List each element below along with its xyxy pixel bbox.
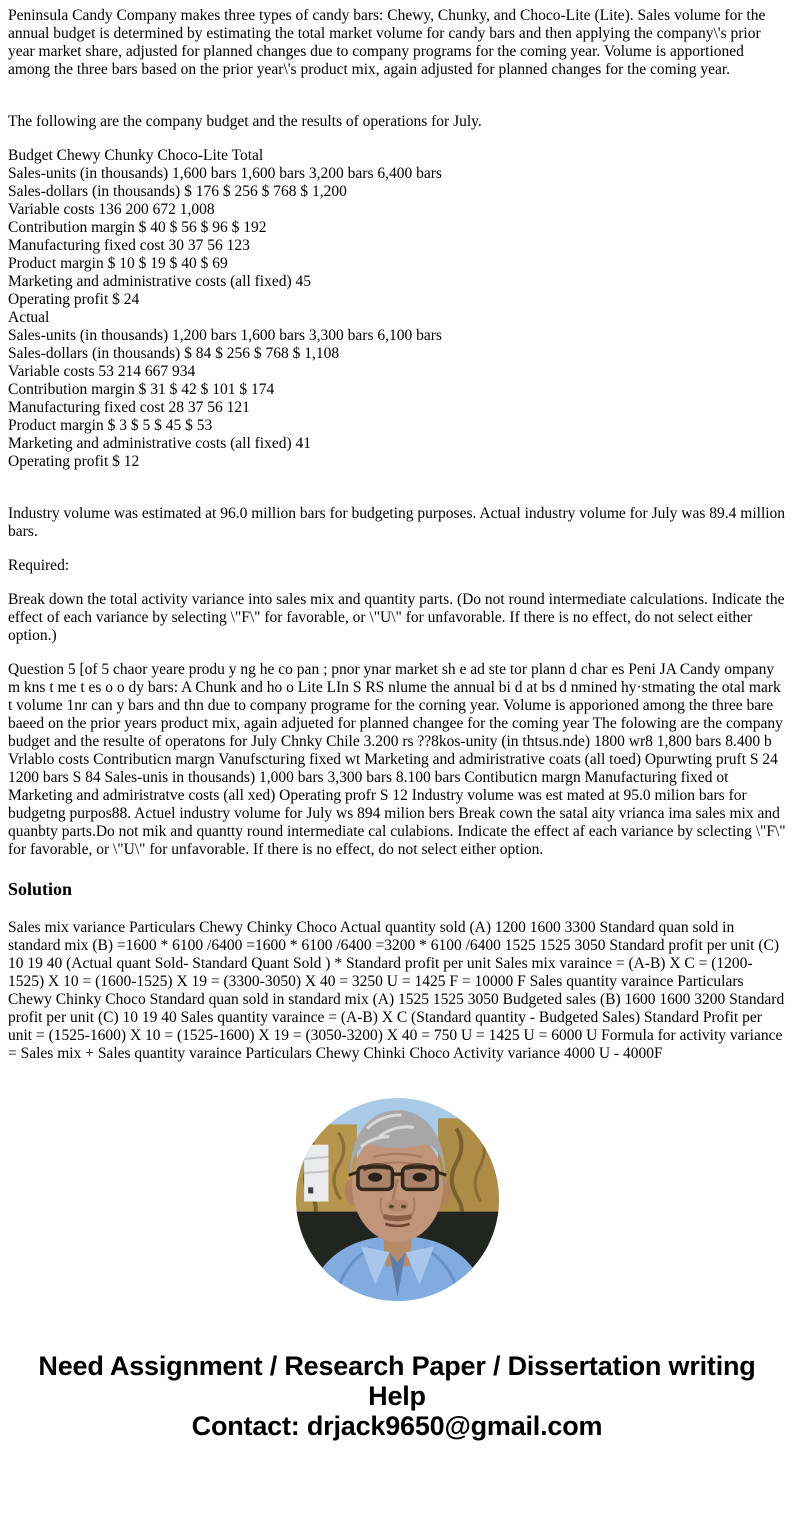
report-line: Variable costs 53 214 667 934 — [8, 363, 196, 380]
report-line: Sales-units (in thousands) 1,600 bars 1,600 bars 3,200 bars 6,400 bars — [8, 165, 442, 182]
report-line: Contribution margin $ 40 $ 56 $ 96 $ 192 — [8, 219, 267, 236]
following-line: The following are the company budget and the results of operations for July. — [8, 113, 482, 130]
report-line: Sales-dollars (in thousands) $ 176 $ 256 $ 768 $ 1,200 — [8, 183, 347, 200]
report-line: Marketing and administrative costs (all fixed) 41 — [8, 435, 312, 452]
report-line: Contribution margin $ 31 $ 42 $ 101 $ 174 — [8, 381, 275, 398]
footer-contact-line: Contact: drjack9650@gmail.com — [191, 1411, 603, 1441]
report-line: Marketing and administrative costs (all fixed) 45 — [8, 273, 312, 290]
required-label: Required: — [8, 557, 70, 574]
report-line: Sales-units (in thousands) 1,200 bars 1,600 bars 3,300 bars 6,100 bars — [8, 327, 442, 344]
question5-paragraph: Question 5 [of 5 chaor yeare produ y ng he co pan ; pnor ynar market sh e ad ste tor plann d char es Peni JA Candy ompany m kns t me t es o o dy bars: A Chunk and ho o Lite LIn S RS nlume the annual bi d at bs d nmined hy·stmating the otal mark t volume 1nr can y bars and thn due to company programe for the corning year. Volume is apporioned among the three bare baeed on the prior years product mix, again adjueted for planned changee for the coming year The folowing are the company budget and the resulte of operatons for July Chnky Chile 3.200 rs ??8kos-unity (in thtsus.nde) 1800 wr8 1,800 bars 8.400 b Vrlablo costs Contributicn margn Vanufscturing fixed wt Marketing and admiristrative coats (all toed) Opurwting pruft S 24 1200 bars S 84 Sales-unis in thousands) 1,000 bars 3,300 bars 8.100 bars Contibuticn margn Manufacturing fixed ot Marketing and admiristratve costs (all xed) Operating profr S 12 Industry volume was est mated at 95.0 milion bars for budgetng purpos88. Actuel industry volume for July ws 894 milion bers Break cown the satal aity vrianca ima sales mix and quanbty parts.Do not mik and quantty round intermediate cal culabions. Indicate the effect af each variance by sclecting \"F\" for favorable, or \"U\" for unfavorable. If there is no effect, do not select either option. — [8, 661, 786, 858]
report-line: Product margin $ 10 $ 19 $ 40 $ 69 — [8, 255, 228, 272]
tutor-avatar — [296, 1098, 499, 1301]
report-line: Budget Chewy Chunky Choco-Lite Total — [8, 147, 264, 164]
solution-paragraph: Sales mix variance Particulars Chewy Chinky Choco Actual quantity sold (A) 1200 1600 3300 Standard quan sold in standard mix (B) =1600 * 6100 /6400 =1600 * 6100 /6400 =3200 * 6100 /6400 1525 1525 3050 Standard profit per unit (C) 10 19 40 (Actual quant Sold- Standard Quant Sold ) * Standard profit per unit Sales mix varaince = (A-B) X C = (1200-1525) X 10 = (1600-1525) X 19 = (3300-3050) X 40 = 3250 U = 1425 F = 10000 F Sales quantity varaince Particulars Chewy Chinky Choco Standard quan sold in standard mix (A) 1525 1525 3050 Budgeted sales (B) 1600 1600 3200 Standard profit per unit (C) 10 19 40 Sales quantity varaince = (A-B) X C (Standard quantity - Budgeted Sales) Standard Profit per unit = (1525-1600) X 10 = (1525-1600) X 19 = (3050-3200) X 40 = 750 U = 1425 U = 6000 U Formula for activity variance = Sales mix + Sales quantity varaince Particulars Chewy Chinki Choco Activity variance 4000 U - 4000F — [8, 919, 785, 1062]
report-line: Manufacturing fixed cost 28 37 56 121 — [8, 399, 250, 416]
intro-paragraph: Peninsula Candy Company makes three types of candy bars: Chewy, Chunky, and Choco-Lite (Lite). Sales volume for the annual budget is determined by estimating the total market volume for candy bars and then applying the company\'s prior year market share, adjusted for planned changes due to company programs for the coming year. Volume is apportioned among the three bars based on the prior year\'s product mix, again adjusted for planned changes for the coming year. — [8, 7, 766, 78]
report-line: Operating profit $ 12 — [8, 453, 140, 470]
footer-help-line: Need Assignment / Research Paper / Dissertation writing Help — [38, 1351, 756, 1411]
report-line: Operating profit $ 24 — [8, 291, 140, 308]
solution-heading: Solution — [8, 879, 73, 899]
report-line: Manufacturing fixed cost 30 37 56 123 — [8, 237, 250, 254]
report-line: Sales-dollars (in thousands) $ 84 $ 256 $ 768 $ 1,108 — [8, 345, 340, 362]
footer-heading — [8, 1351, 786, 1441]
report-line: Variable costs 136 200 672 1,008 — [8, 201, 215, 218]
budget-actual-report — [8, 147, 786, 471]
tutor-photo-illustration — [296, 1098, 499, 1301]
requirement-paragraph: Break down the total activity variance into sales mix and quantity parts. (Do not round intermediate calculations. Indicate the effect of each variance by selecting \"F\" for favorable, or \"U\" for unfavorable. If there is no effect, do not select either option.) — [8, 591, 785, 644]
report-line: Actual — [8, 309, 50, 326]
report-line: Product margin $ 3 $ 5 $ 45 $ 53 — [8, 417, 213, 434]
industry-volume-paragraph: Industry volume was estimated at 96.0 million bars for budgeting purposes. Actual industry volume for July was 89.4 million bars. — [8, 505, 786, 540]
